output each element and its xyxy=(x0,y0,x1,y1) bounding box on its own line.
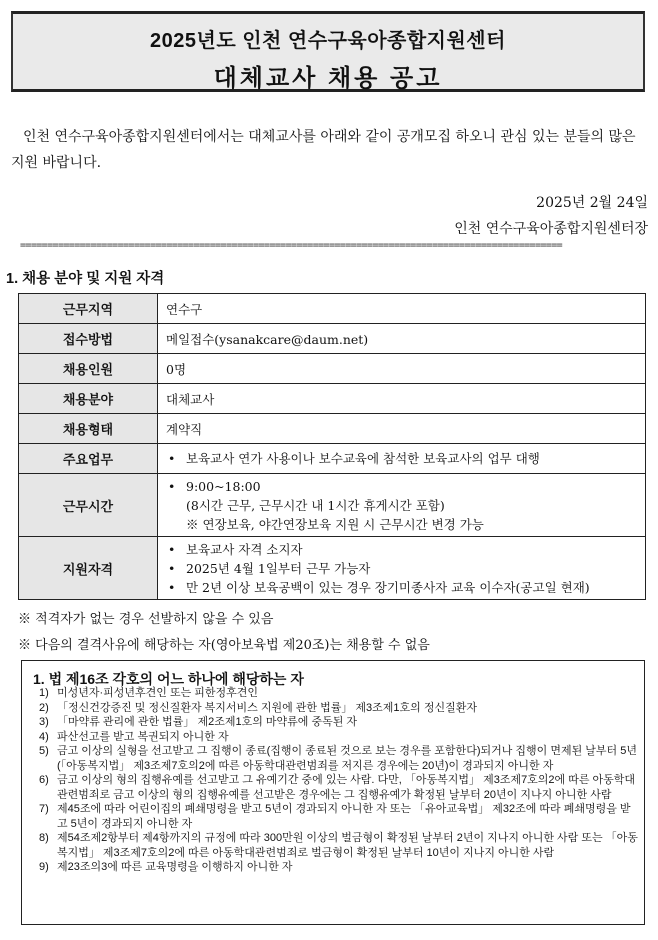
issuer: 인천 연수구육아종합지원센터장 xyxy=(454,221,648,237)
item-number: 9) xyxy=(39,861,49,873)
item-text: 파산선고를 받고 복권되지 아니한 자 xyxy=(57,730,229,743)
title-line-2: 대체교사 채용 공고 xyxy=(213,65,443,92)
item-number: 2) xyxy=(39,701,49,714)
item-text: 「정신건강증진 및 정신질환자 복지서비스 지원에 관한 법률」 제3조제1호의 정신질환자 xyxy=(57,701,477,714)
row-value xyxy=(158,444,646,474)
note-no-candidate: ※ 적격자가 없는 경우 선발하지 않을 수 있음 xyxy=(18,612,274,627)
title-box xyxy=(11,11,645,92)
item-text: 금고 이상의 실형을 선고받고 그 집행이 종료(집행이 종료된 것으로 보는 경우를 포함한다)되거나 집행이 면제된 날부터 5년(「아동복지법」 제3조제7호의2에 따른 아동학대관련범죄를 저지른 경우에는 20년)이 경과되지 아니한 자 xyxy=(57,745,637,772)
table-row xyxy=(19,324,646,354)
table-row xyxy=(19,537,646,600)
item-text: 「마약류 관리에 관한 법률」 제2조제1호의 마약류에 중독된 자 xyxy=(57,716,358,728)
hours-detail: (8시간 근무, 근무시간 내 1시간 휴게시간 포함) xyxy=(186,497,445,513)
item-number: 5) xyxy=(39,745,49,757)
list-item xyxy=(39,802,639,831)
row-label: 지원자격 xyxy=(19,537,158,600)
row-label: 주요업무 xyxy=(19,444,158,474)
item-number: 4) xyxy=(39,730,49,743)
row-value: 연수구 xyxy=(158,294,646,324)
list-item xyxy=(39,686,639,701)
list-item xyxy=(39,744,639,773)
item-text: 제23조의3에 따른 교육명령을 이행하지 아니한 자 xyxy=(57,861,293,873)
item-text: 제45조에 따라 어린이집의 폐쇄명령을 받고 5년이 경과되지 아니한 자 또는 「유아교육법」 제32조에 따라 폐쇄명령을 받고 5년이 경과되지 아니한 자 xyxy=(57,803,631,830)
item-number: 8) xyxy=(39,832,49,844)
separator-line: ==================================================================================================== xyxy=(20,240,563,251)
hours-note: ※ 연장보육, 야간연장보육 지원 시 근무시간 변경 가능 xyxy=(186,516,484,532)
row-value: 대체교사 xyxy=(158,384,646,414)
list-item: • 2025년 4월 1일부터 근무 가능자 xyxy=(166,559,637,578)
section-heading: 1. 채용 분야 및 지원 자격 xyxy=(6,271,165,287)
box-title: 1. 법 제16조 각호의 어느 하나에 해당하는 자 xyxy=(33,671,304,687)
table-row xyxy=(19,474,646,537)
list-item: • 보육교사 연가 사용이나 보수교육에 참석한 보육교사의 업무 대행 xyxy=(166,449,637,468)
table-row xyxy=(19,354,646,384)
disqualification-box xyxy=(21,660,645,925)
note-disqualification: ※ 다음의 결격사유에 해당하는 자(영아보육법 제20조)는 채용할 수 없음 xyxy=(18,638,430,653)
list-item: • 보육교사 자격 소지자 xyxy=(166,540,637,559)
item-number: 1) xyxy=(39,687,49,699)
item-number: 3) xyxy=(39,716,49,728)
list-item xyxy=(39,730,639,745)
table-row xyxy=(19,384,646,414)
list-item: • 만 2년 이상 보육공백이 있는 경우 장기미종사자 교육 이수자(공고일 현재) xyxy=(166,578,637,597)
item-number: 7) xyxy=(39,803,49,815)
list-item xyxy=(39,831,639,860)
announcement-date: 2025년 2월 24일 xyxy=(536,195,648,211)
recruitment-table xyxy=(18,293,646,600)
item-text: 금고 이상의 형의 집행유예를 선고받고 그 유예기간 중에 있는 사람. 다만, 「아동복지법」 제3조제7호의2에 따른 아동학대관련범죄로 금고 이상의 형의 집행유예를 선고받은 경우에는 그 집행유예가 확정된 날부터 20년이 지나지 아니한 사람 xyxy=(57,774,636,801)
row-value xyxy=(158,537,646,600)
list-item: • 9:00~18:00 xyxy=(166,477,637,496)
list-item xyxy=(39,860,639,875)
row-label: 근무시간 xyxy=(19,474,158,537)
intro-paragraph: 인천 연수구육아종합지원센터에서는 대체교사를 아래와 같이 공개모집 하오니 관심 있는 분들의 많은 지원 바랍니다. xyxy=(11,129,636,171)
row-label: 근무지역 xyxy=(19,294,158,324)
title-line-1: 2025년도 인천 연수구육아종합지원센터 xyxy=(150,30,506,52)
row-value: 0명 xyxy=(158,354,646,384)
table-row xyxy=(19,444,646,474)
table-row xyxy=(19,294,646,324)
item-text: 제54조제2항부터 제4항까지의 규정에 따라 300만원 이상의 벌금형이 확정된 날부터 2년이 지나지 아니한 사람 또는 「아동복지법」 제3조제7호의2에 따른 아동학대관련범죄로 벌금형이 확정된 날부터 10년이 지나지 아니한 사람 xyxy=(57,832,638,859)
row-value xyxy=(158,474,646,537)
row-value: 계약직 xyxy=(158,414,646,444)
list-item xyxy=(39,715,639,730)
row-label: 채용형태 xyxy=(19,414,158,444)
item-number: 6) xyxy=(39,774,49,786)
list-item xyxy=(39,701,639,716)
disqualification-list xyxy=(39,686,639,875)
table-row xyxy=(19,414,646,444)
row-label: 접수방법 xyxy=(19,324,158,354)
item-text: 미성년자·피성년후견인 또는 피한정후견인 xyxy=(57,687,259,699)
row-label: 채용분야 xyxy=(19,384,158,414)
row-label: 채용인원 xyxy=(19,354,158,384)
row-value: 메일접수(ysanakcare@daum.net) xyxy=(158,324,646,354)
list-item xyxy=(39,773,639,802)
